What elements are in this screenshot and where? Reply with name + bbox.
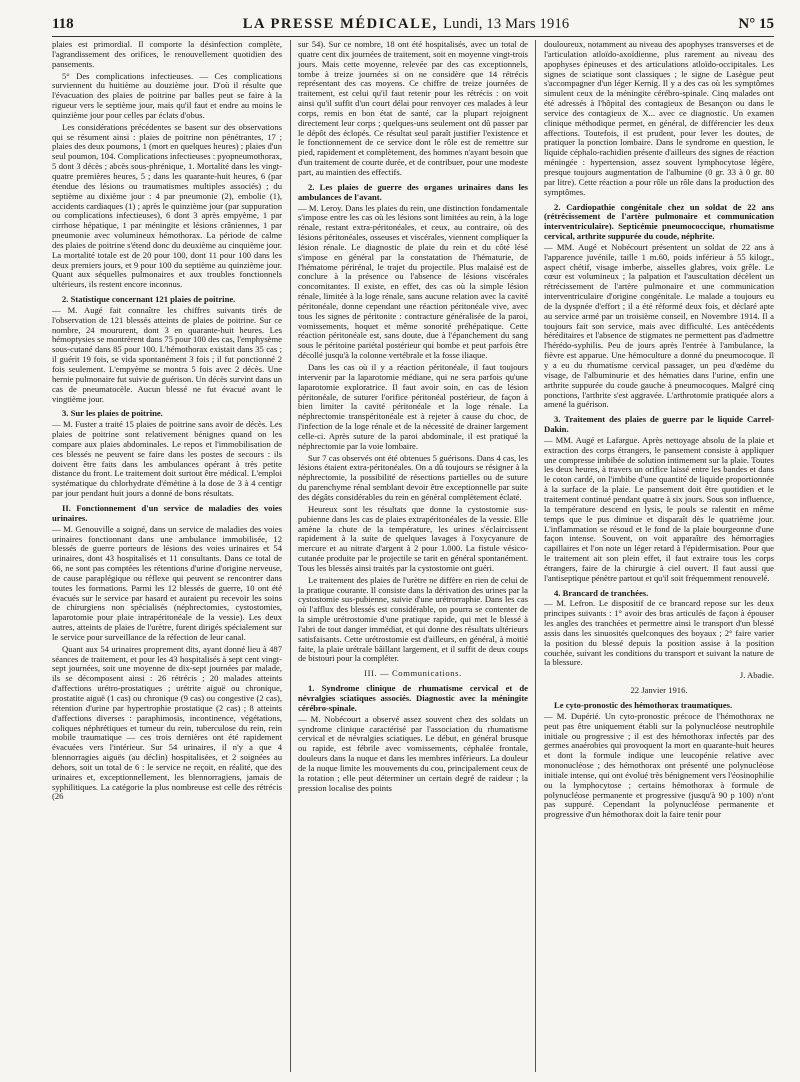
section-heading — [544, 701, 774, 711]
journal-title: LA PRESSE MÉDICALE, — [242, 15, 438, 32]
section-heading — [298, 183, 528, 203]
section-heading — [544, 203, 774, 242]
section-title: 2. Statistique concernant 121 plaies de poitrine. — [62, 294, 236, 305]
section-title: 1. Syndrome clinique de rhumatisme cervical et de névralgies sciatiques associés. Diagnostic avec la méningite cérébro-spinale. — [298, 683, 528, 713]
section-heading — [298, 684, 528, 714]
paragraph: Dans les cas où il y a réaction péritonéale, il faut toujours intervenir par la laparotomie médiane, qui ne sera parfois qu'une laparotomie exploratrice. Il faut avoir soin, en cas de lésion péritonéale, de suturer l'orifice péritonéal postérieur, de façon à bien limiter la cavité péritonéale et la loge rénale. La néphrectomie transpéritonéale est à rejeter à cause du choc, de l'infection de la loge rénale et de la nécessité de drainer largement celle-ci. Après suture de la paroi abdominale, il est pratiqué la néphrectomie par la voie lombaire. — [298, 362, 528, 451]
section-title: Le cyto-pronostic des hémothorax traumatiques. — [554, 700, 733, 710]
page-header — [52, 12, 774, 37]
section-heading — [52, 504, 282, 524]
section-title: II. Fonctionnement d'un service de maladies des voies urinaires. — [52, 502, 282, 523]
section-title: 2. Les plaies de guerre des organes urinaires dans les ambulances de l'avant. — [298, 181, 528, 202]
section-title: 3. Sur les plaies de poitrine. — [62, 408, 163, 419]
paragraph: Heureux sont les résultats que donne la cystostomie sus-pubienne dans les cas de plaies extrapéritonéales de la vessie. Elle amène la chute de la température, les urines s'éclaircissent rapidement à la suite de quelques lavages à l'oxycyanure de mercure et au nitrate d'argent à 2 pour 1.000. La fistule vésico-cutanée produite par le projectile se tarit en général spontanément. Tous les blessés ainsi traités par la cystostomie ont guéri. — [298, 503, 528, 573]
paragraph: sur 54). Sur ce nombre, 18 ont été hospitalisés, avec un total de quatre cent dix journées de traitement, soit en moyenne vingt-trois jours. Mais cette moyenne, relevée par des cas exceptionnels, tombe à treize journées si on ne considère que 14 rétrécis représentant des cas moyens. Ce chiffre de treize journées de traitement, est celui qu'il faut retenir pour les rétrécis : on voit ainsi qu'il suffit d'un court délai pour renvoyer ces malades à leur corps, remis en bon état de santé, car la plupart rejoignent directement leur corps ; quelques-uns seulement ont dû passer par le dépôt des éclopés. Ce résultat seul paraît justifier l'existence et le fonctionnement de ce service dont le rôle est de remettre sur pied, rapidement et complètement, des hommes n'ayant besoin que d'un traitement de courte durée, et de contribuer, pour une modeste part, au maintien des effectifs. — [298, 40, 528, 177]
section-title: 4. Brancard de tranchées. — [554, 587, 649, 598]
paragraph: Sur 7 cas observés ont été obtenues 5 guérisons. Dans 4 cas, les lésions étaient extra-péritonéales. On a dû toujours se résigner à la néphrectomie, la possibilité de résections partielles ou de suture du parenchyme rénal semblant devoir être exceptionnelle par suite des dégâts considérables du rein en général complètement éclaté. — [298, 452, 528, 502]
paragraph: — MM. Augé et Lafargue. Après nettoyage absolu de la plaie et extraction des corps étrangers, le pansement consiste à appliquer une compresse imbibée de solution intimement sur la plaie. Toutes les deux heures, à travers un orifice laissé entre les bandes et dans le coton cardé, on l'imbibe d'une quantité de liquide proportionnée à la surface de la plaie. Le pansement doit être quotidien et le traitement continué pendant quatre à six jours. Sous son influence, la température descend en lysis, le pouls se ralentit en même temps que le pus diminue et disparaît dès le quatrième jour. L'inflammation se résoud et le fond de la plaie bourgeonne d'une façon intense. Souvent, on voit apparaître des hémorragies capillaires et l'on note un léger retard à l'épidermisation. Pour que le traitement ait son plein effet, il faut extraire tous les corps étrangers, faire de la chirurgie à ciel ouvert. Il faut aussi que l'antiseptique pénètre partout et qu'il soit fréquemment renouvelé. — [544, 434, 774, 583]
paragraph: Quant aux 54 urinaires proprement dits, ayant donné lieu à 487 séances de traitement, et pour les 43 hospitalisés à sept cent vingt-sept journées, soit une moyenne de dix-sept journées par malade, ils se décomposent ainsi : 26 rétrécis ; 20 malades atteints d'affections urétro-prostatiques ; urétrite aiguë ou chronique, prostatite aiguë (1 cas) ou chronique (9 cas) ou congestive (2 cas), rétention d'urine par hypertrophie prostatique (2 cas) ; 8 atteints d'affections diverses : paraphimosis, incontinence, végétations, coliques néphrétiques et tumeur du rein, tuberculose du rein, rein mobile traumatique — ces trois dernières ont été rapidement évacuées vers l'intérieur. Sur 54 urinaires, il n'y a que 4 blennorragies aiguës (au déclin) hospitalisées, et 2 soignées au dehors, soit un total de 6 : le service ne reçoit, en réalité, que des urinaires et, exceptionnellement, les blennorragiens, jamais de syphilitiques. La catégorie la plus nombreuse est celle des rétrécis (26 — [52, 643, 282, 802]
communications-heading: III. — Communications. — [364, 668, 462, 679]
issue-number: N° 15 — [738, 15, 774, 32]
paragraph: — M. Lefron. Le dispositif de ce brancard repose sur les deux principes suivants : 1° avoir des bras articulés de façon à épouser les angles des tranchées et permettre ainsi le transport d'un blessé assis dans les sinuosités quelconques des boyaux ; 2° faire varier la position du blessé depuis la position assise à la position couchée, suivant les conditions du transport et suivant la nature de la blessure. — [544, 598, 774, 668]
column-middle — [290, 40, 536, 1072]
section-heading — [544, 589, 774, 599]
paragraph: Le traitement des plaies de l'urètre ne diffère en rien de celui de la pratique courante. Il consiste dans la dérivation des urines par la cystostomie sus-pubienne, suivie d'une urétrorraphie. Dans les cas où l'afflux des blessés est considérable, on pourra se contenter de la simple urétrostomie d'une pratique rapide, qui met le blessé à l'abri de tout danger immédiat, et qui donne des résultats ultérieurs satisfaisants. Cette urétrostomie est d'ailleurs, en général, à moitié faite, la plaie urétrale bâillant largement, et il suffit de deux coups de bistouri pour la compléter. — [298, 574, 528, 664]
paragraph: — MM. Augé et Nobécourt présentent un soldat de 22 ans à l'apparence juvénile, taille 1 m.60, poids inférieur à 55 kilogr., aspect chétif, visage imberbe, aisselles glabres, voix grêle. Le cœur est volumineux ; la palpation et l'auscultation décèlent un rétrécissement de l'artère pulmonaire et une communication interventriculaire d'origine congénitale. Le malade a toujours eu de la dyspnée d'effort ; il a été réformé deux fois, et déclaré apte au service armé par un troisième conseil, en Novembre 1914. Il a toujours fait son service, mais avec difficulté. Les antécédents héréditaires et l'absence de stigmates ne permettent pas d'admettre l'hérédo-syphilis. Peu de jours après l'entrée à l'ambulance, la fièvre est apparue. Une hémoculture a donné du pneumocoque. Il y a eu du rhumatisme cervical passager, un peu d'œdème du visage, de l'albuminurie et des hématies dans l'urine, enfin une arthrite suppurée du coude gauche à pneumocoques. Malgré cinq ponctions, l'arthrite s'est aggravée. L'arthrotomie pratiquée alors a amené la guérison. — [544, 241, 774, 410]
column-left — [52, 40, 282, 1072]
section-title: 3. Traitement des plaies de guerre par le liquide Carrel-Dakin. — [544, 414, 774, 435]
paragraph: douloureux, notamment au niveau des apophyses transverses et de l'articulation atloïdo-axoïdienne, plus rarement au niveau des apophyses épineuses et des articulations atloïdo-occipitales. Les signes de sciatique sont classiques ; le signe de Lasègue peut s'accompagner d'un léger Kernig. Il y a des cas où les symptômes simulent ceux de la méningite cérébro-spinale. Cinq malades ont été adressés à l'hôpital des contagieux de Besançon ou dans le service des contagieux de X... avec ce diagnostic. Un examen clinique méthodique permet, en général, de différencier les deux affections. Toutefois, il est prudent, pour lever les doutes, de pratiquer la ponction lombaire. Dans le syndrome en question, le liquide céphalo-rachidien présente d'ailleurs des signes de réaction méningée : hypertension, assez souvent lymphocytose légère, presque toujours augmentation de l'albumine (0 gr. 33 à 0 gr. 80 par litre). Cette réaction a pour rôle un rôle dans la production des symptômes. — [544, 40, 774, 197]
paragraph: — M. Nobécourt a observé assez souvent chez des soldats un syndrome clinique caractérisé par l'association du rhumatisme cervical et de névralgies sciatiques. Le début, en général brusque ou rapide, est fébrile avec vomissements, céphalée frontale, douleurs dans la nuque et dans les membres inférieurs. La douleur de la nuque limite les mouvements du cou, principalement ceux de la rotation ; elle peut déterminer un certain degré de raideur ; la pression localise des points — [298, 713, 528, 793]
column-right — [544, 40, 774, 1072]
paragraph: 5° Des complications infectieuses. — Ces complications surviennent du huitième au douzième jour. D'où il résulte que l'évacuation des plaies de poitrine par balles peut se faire à la rigueur vers le septième jour, mais qu'il faut et endre au moins le quinzième jour pour celles par éclats d'obus. — [52, 70, 282, 120]
author-signature: J. Abadie. — [739, 670, 774, 681]
paragraph: — M. Leroy. Dans les plaies du rein, une distinction fondamentale s'impose entre les cas où les lésions sont limitées au rein, à la loge rénale, restant extra-péritonéales, et ceux, au contraire, où des lésions péritonéales, osseuses et viscérales, viennent compliquer la lésion rénale. Le diagnostic de plaie du rein et du côté lésé s'impose en général par la constatation de l'hématurie, de l'hématome périrénal, le trajet du projectile. Plus malaisé est de conclure à la présence ou l'absence de lésions viscérales concomitantes. Il existe, en effet, des cas où la simple lésion rénale, limitée à la loge rénale, sans aucune relation avec la cavité péritonéale, donne cependant une réaction péritonéale vive, avec tous les signes de péritonite : contracture généralisée de la paroi, vomissements, hoquet et même sonorité préhépatique. Cette réaction péritonéale est, sans doute, due à l'épanchement du sang sous le péritoine pariétal postérieur qui bombe et peut parfois être décollé jusqu'à la colonne vertébrale et la fosse iliaque. — [298, 202, 528, 361]
issue-date: Lundi, 13 Mars 1916 — [443, 15, 570, 32]
journal-masthead — [243, 16, 570, 33]
paragraph: plaies est primordial. Il comporte la désinfection complète, l'agrandissement des orifices, le renouvellement quotidien des pansements. — [52, 40, 282, 69]
paragraph: — M. Genouville a soigné, dans un service de maladies des voies urinaires fonctionnant dans une ambulance immobilisée, 12 blessés de guerre porteurs de lésions des voies urinaires et 54 urinaires, dont 43 hospitalisés et 11 consultants. Dans ce total de 66, ne sont pas comptées les rétentions d'urine d'origine nerveuse, de cause paraplégique ou réflexe qui peuvent se rencontrer dans toutes les formations. Parmi les 12 blessés de guerre, 10 ont été évacués sur le service par hasard et auraient pu recevoir les soins de chirurgiens non spécialisés (néphrectomies, cystostomies, laparotomie pour plaie intrapéritonéale de la vessie). Les deux autres, atteints de plaies de l'urètre, furent dirigés spécialement sur le service pour surveillance de la réfection de leur canal. — [52, 523, 282, 642]
paragraph: — M. Dupérié. Un cyto-pronostic précoce de l'hémothorax ne peut pas être uniquement établi sur la polynucléose neutrophile initiale ou progressive ; il est des hémothorax infectés par des germes anaérobies qui provoquent la mort en quarante-huit heures et dont la formule indique une leucopénie relative avec mononucléose ; des hémothorax ont présenté une polynucléose initiale intense, qui ont évolué très bénignement vers l'éosinophilie ou la lymphocytose ; certains hémothorax à formule de polynucléose permanente et progressive (jusqu'à 90 p 100) n'ont pas suppuré. Cependant la polynucléose permanente et progressive d'un hémothorax doit la faire tenir pour — [544, 710, 774, 820]
paragraph: Les considérations précédentes se basent sur des observations qui se résument ainsi : plaies de poitrine non pénétrantes, 17 ; plaies des deux poumons, 1 (mort en quelques heures) ; plaies d'un seul poumon, 104. Complications infectieuses : pyopneumothorax, 5 dont 3 décès ; abcès sous-phrénique, 1. Mortalité dans les vingt-quatre premières heures, 5 ; dans les quarante-huit heures, 6 (par étendue des lésions ou traumatismes multiples associés) ; du septième au dixième jour : 4 par pneumonie (2), embolie (1), accidents cardiaques (1) ; après le quinzième jour (par suppuration ou complications infectieuses), 6 dont 3 après empyème, 1 par cirrhose hépatique, 1 par méningite et lésions crâniennes, 1 par pneumonie avec volumineux hémothorax. La période de calme des plaies de poitrine s'étend donc du deuxième au cinquième jour. La mortalité totale est de 20 pour 100, dont 11 pour 100 dans les deux premiers jours, et 9 pour 100 du septième au quinzième jour. Quant aux séquelles pulmonaires et aux troubles fonctionnels ultérieurs, ils restent encore inconnus. — [52, 121, 282, 290]
dateline: 22 Janvier 1916. — [630, 685, 688, 696]
page-number: 118 — [52, 15, 74, 32]
paragraph: — M. Augé fait connaître les chiffres suivants tirés de l'observation de 121 blessés atteints de plaies de poitrine. Sur ce nombre, 24 moururent, dont 3 en quarante-huit heures. Les hémoptysies se montrèrent dans 75 pour 100 des cas, l'emphysème sous-cutané dans 85 pour 100. L'hémothorax existait dans 35 cas ; il guérit 19 fois, se vida spontanément 3 fois ; il fut ponctionné 2 fois seulement. L'empyème se montra 5 fois avec 2 décès. Une hernie pulmonaire fut suivie de guérison. Un décès survint dans un cas de pneumatocèle. Aucun blessé ne fut évacué avant le vingtième jour. — [52, 304, 282, 404]
section-heading — [52, 409, 282, 419]
section-title: 2. Cardiopathie congénitale chez un soldat de 22 ans (rétrécissement de l'artère pulmonaire et communication interventriculaire). Septicémie pneumococcique, rhumatisme cervical, arthrite suppurée du coude, néphrite. — [544, 201, 774, 242]
text-columns — [52, 40, 774, 1072]
section-heading — [52, 295, 282, 305]
section-heading — [544, 415, 774, 435]
paragraph: — M. Fuster a traité 15 plaies de poitrine sans avoir de décès. Les plaies de poitrine sont relativement bénignes quand on les compare aux plaies abdominales. Le repos et l'immobilisation de ces blessés ne peuvent se faire dans les postes de secours : ils doivent être faits dans les ambulances opérant à très petite distance du front. Le traitement doit surtout être médical. L'emploi systématique du chlorhydrate d'émétine à la dose de 3 à 4 centigr par jour pendant huit jours a donné de bons résultats. — [52, 419, 282, 499]
